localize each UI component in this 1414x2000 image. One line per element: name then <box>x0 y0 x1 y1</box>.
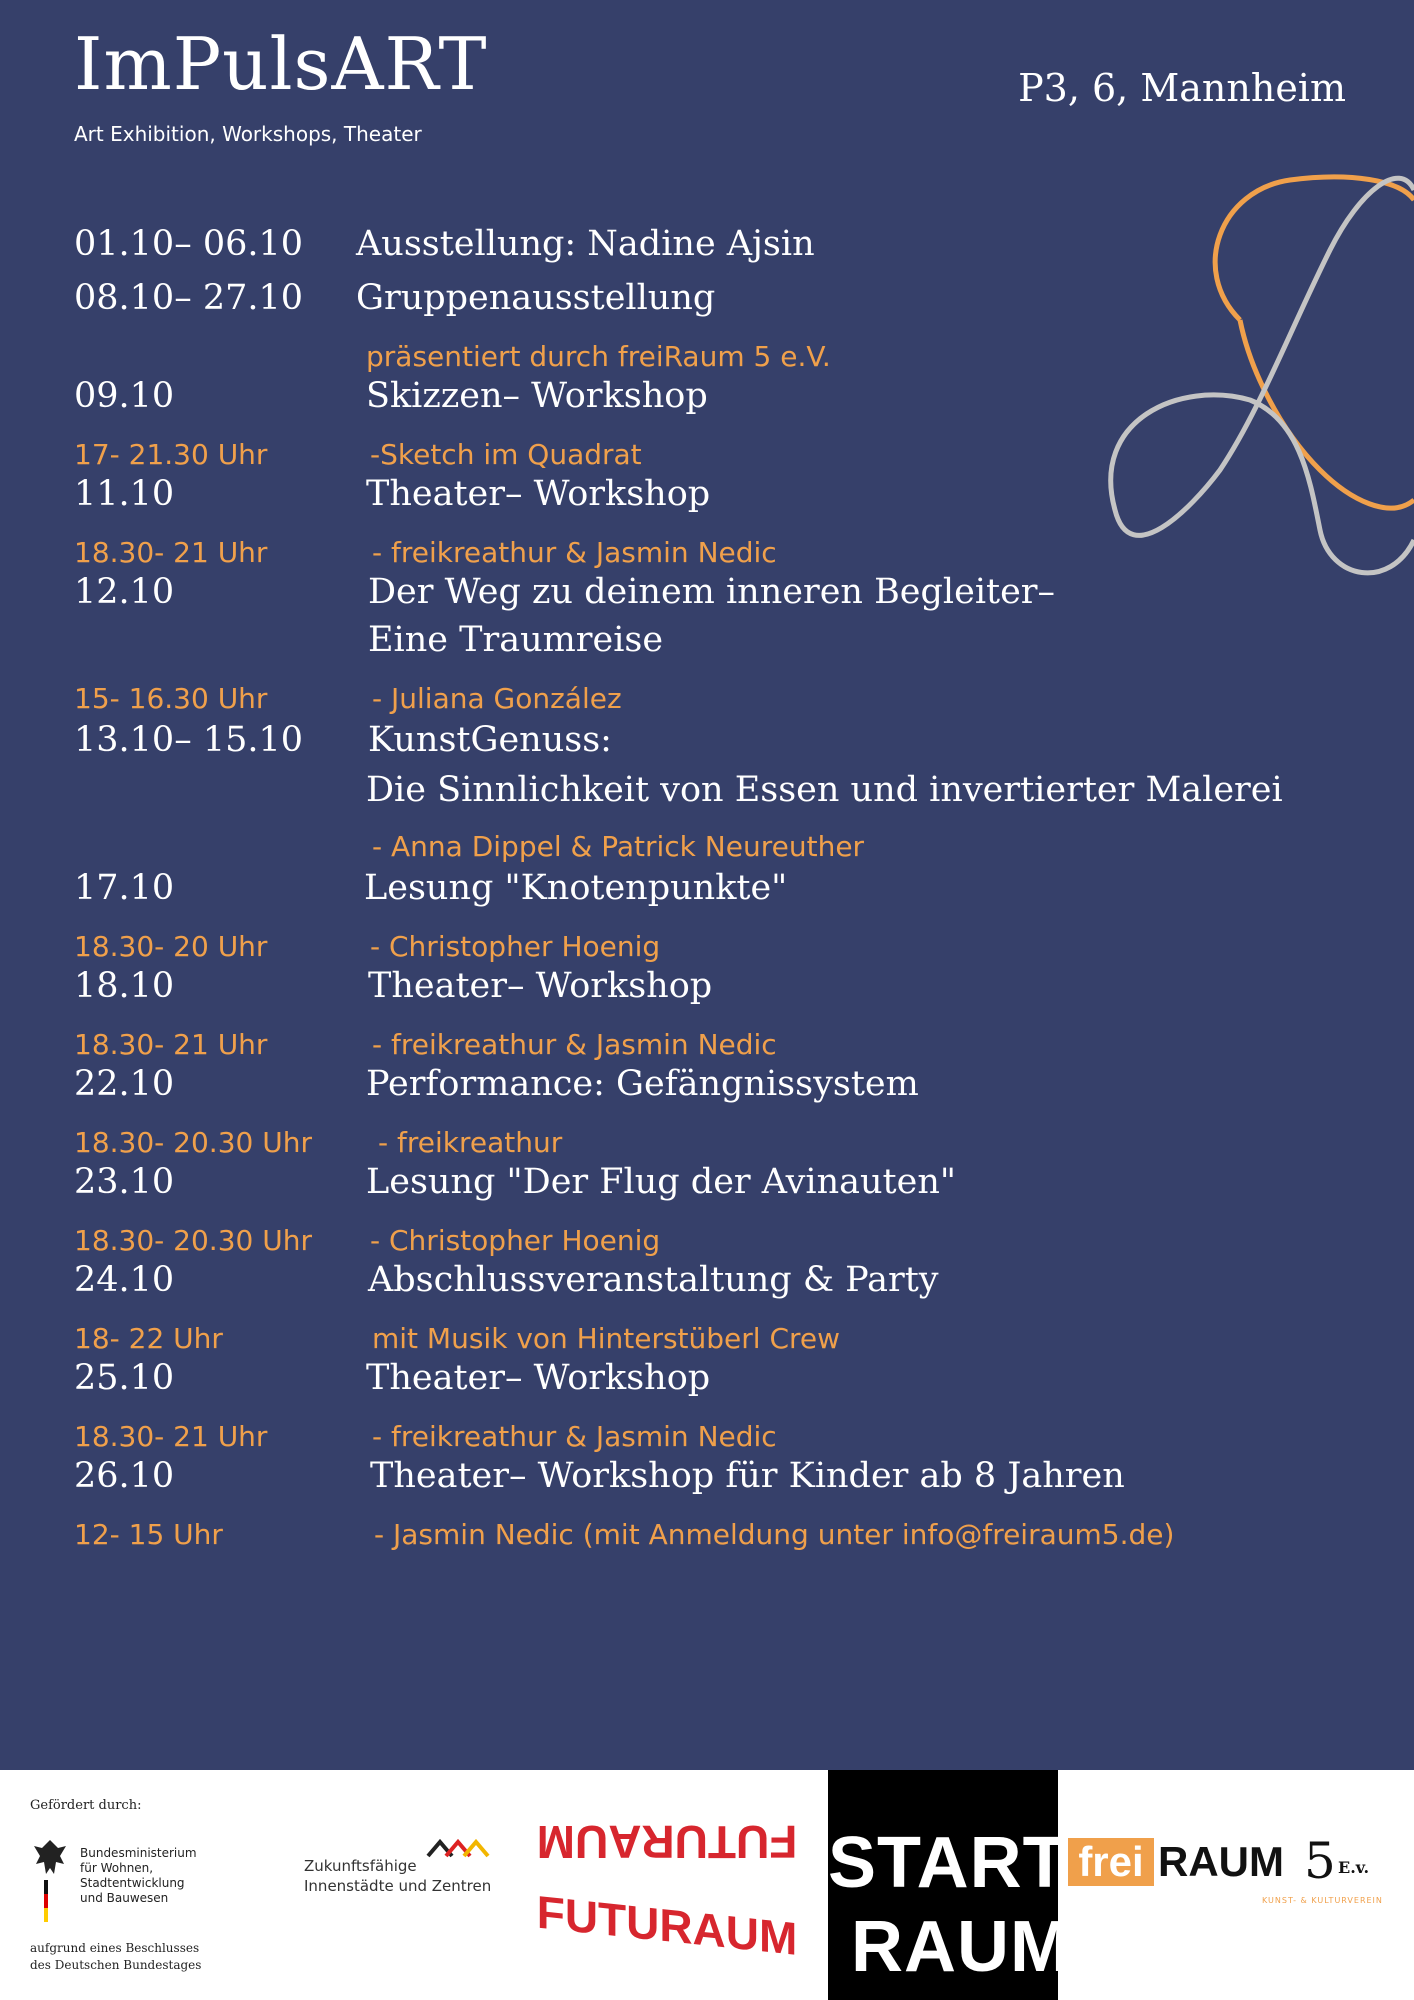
freiraum-raum: RAUM <box>1158 1838 1284 1885</box>
event-note: - Juliana González <box>372 682 622 715</box>
futuraum-text: FUTURAUM <box>536 1885 798 1965</box>
event-date: 17.10 <box>74 868 175 908</box>
event-title: Der Weg zu deinem inneren Begleiter– <box>368 572 1056 612</box>
event-date: 24.10 <box>74 1260 175 1300</box>
event-title: Theater– Workshop <box>366 1358 711 1398</box>
startraum-line1: START <box>828 1823 1068 1903</box>
ministry-line: für Wohnen, Stadtentwicklung <box>80 1861 185 1890</box>
freiraum-ev: E.v. <box>1338 1858 1370 1877</box>
event-date: 09.10 <box>74 376 175 416</box>
event-note: mit Musik von Hinterstüberl Crew <box>372 1322 841 1355</box>
futuraum-mirror-text: FUTURAUM <box>536 1816 798 1868</box>
poster-subtitle: Art Exhibition, Workshops, Theater <box>74 122 422 146</box>
event-date: 01.10– 06.10 <box>74 224 304 264</box>
grey-swirl-line <box>1111 178 1414 573</box>
event-title: Ausstellung: Nadine Ajsin <box>356 224 815 264</box>
ministry-logo <box>30 1834 260 1924</box>
sponsor-footer <box>0 1770 1414 2000</box>
freiraum-logo <box>1066 1832 1386 1938</box>
event-title: Theater– Workshop <box>368 966 713 1006</box>
event-time: 18.30- 20 Uhr <box>74 930 268 963</box>
startraum-logo <box>828 1770 1071 2000</box>
event-date: 12.10 <box>74 572 175 612</box>
zukunft-text <box>304 1856 491 1896</box>
event-note: - Anna Dippel & Patrick Neureuther <box>372 830 865 863</box>
freiraum-five: 5 <box>1304 1832 1336 1890</box>
ministry-line: Bundesministerium <box>80 1846 197 1860</box>
ministry-name <box>80 1846 260 1906</box>
federal-eagle-icon <box>30 1834 70 1924</box>
event-date: 23.10 <box>74 1162 175 1202</box>
event-date: 18.10 <box>74 966 175 1006</box>
event-time: 18.30- 21 Uhr <box>74 536 268 569</box>
bundestag-line: aufgrund eines Beschlusses <box>30 1941 200 1955</box>
bundestag-note <box>30 1940 201 1974</box>
event-note: - freikreathur <box>378 1126 563 1159</box>
event-note: - Jasmin Nedic (mit Anmeldung unter info@freiraum5.de) <box>374 1518 1175 1551</box>
event-title: Lesung "Knotenpunkte" <box>364 868 788 908</box>
funded-by-label: Gefördert durch: <box>30 1798 142 1813</box>
event-note: - Christopher Hoenig <box>370 930 661 963</box>
event-title: Gruppenausstellung <box>356 278 716 318</box>
event-time: 18.30- 20.30 Uhr <box>74 1224 312 1257</box>
event-date: 25.10 <box>74 1358 175 1398</box>
event-note: - Christopher Hoenig <box>370 1224 661 1257</box>
event-date: 11.10 <box>74 474 175 514</box>
bundestag-line: des Deutschen Bundestages <box>30 1958 202 1972</box>
event-date: 26.10 <box>74 1456 175 1496</box>
event-date: 22.10 <box>74 1064 175 1104</box>
event-time: 15- 16.30 Uhr <box>74 682 268 715</box>
event-note: - freikreathur & Jasmin Nedic <box>372 1420 777 1453</box>
event-date: 08.10– 27.10 <box>74 278 304 318</box>
event-title: KunstGenuss: <box>368 720 612 760</box>
event-title: Abschlussveranstaltung & Party <box>368 1260 939 1300</box>
event-title: Theater– Workshop für Kinder ab 8 Jahren <box>370 1456 1125 1496</box>
event-title: Theater– Workshop <box>366 474 711 514</box>
location: P3, 6, Mannheim <box>1018 66 1346 110</box>
poster-title: ImPulsART <box>74 22 488 106</box>
freiraum-tagline: KUNST- & KULTURVEREIN <box>1262 1896 1383 1905</box>
event-note: - freikreathur & Jasmin Nedic <box>372 536 777 569</box>
freiraum-frei: frei <box>1068 1838 1154 1886</box>
event-time: 18.30- 21 Uhr <box>74 1420 268 1453</box>
event-date: 13.10– 15.10 <box>74 720 304 760</box>
event-time: 18.30- 20.30 Uhr <box>74 1126 312 1159</box>
startraum-line2: RAUM <box>851 1907 1071 1987</box>
event-time: 18.30- 21 Uhr <box>74 1028 268 1061</box>
orange-swirl-line <box>1215 177 1414 508</box>
event-title: Skizzen– Workshop <box>366 376 708 416</box>
zukunft-line: Zukunftsfähige <box>304 1857 417 1875</box>
event-title-line2: Eine Traumreise <box>368 620 664 660</box>
ministry-line: und Bauwesen <box>80 1891 169 1905</box>
decorative-swirl <box>1100 170 1414 600</box>
event-title-line2: Die Sinnlichkeit von Essen und invertierter Malerei <box>366 770 1283 810</box>
futuraum-logo <box>536 1802 798 1965</box>
event-time: 17- 21.30 Uhr <box>74 438 268 471</box>
event-title: Lesung "Der Flug der Avinauten" <box>366 1162 956 1202</box>
event-title: Performance: Gefängnissystem <box>366 1064 919 1104</box>
event-note: präsentiert durch freiRaum 5 e.V. <box>366 340 831 373</box>
zukunft-chevron-icon <box>426 1836 496 1858</box>
zukunft-line: Innenstädte und Zentren <box>304 1877 492 1895</box>
event-time: 18- 22 Uhr <box>74 1322 223 1355</box>
event-note: -Sketch im Quadrat <box>370 438 642 471</box>
event-note: - freikreathur & Jasmin Nedic <box>372 1028 777 1061</box>
zukunft-logo <box>300 1842 500 1902</box>
event-time: 12- 15 Uhr <box>74 1518 223 1551</box>
